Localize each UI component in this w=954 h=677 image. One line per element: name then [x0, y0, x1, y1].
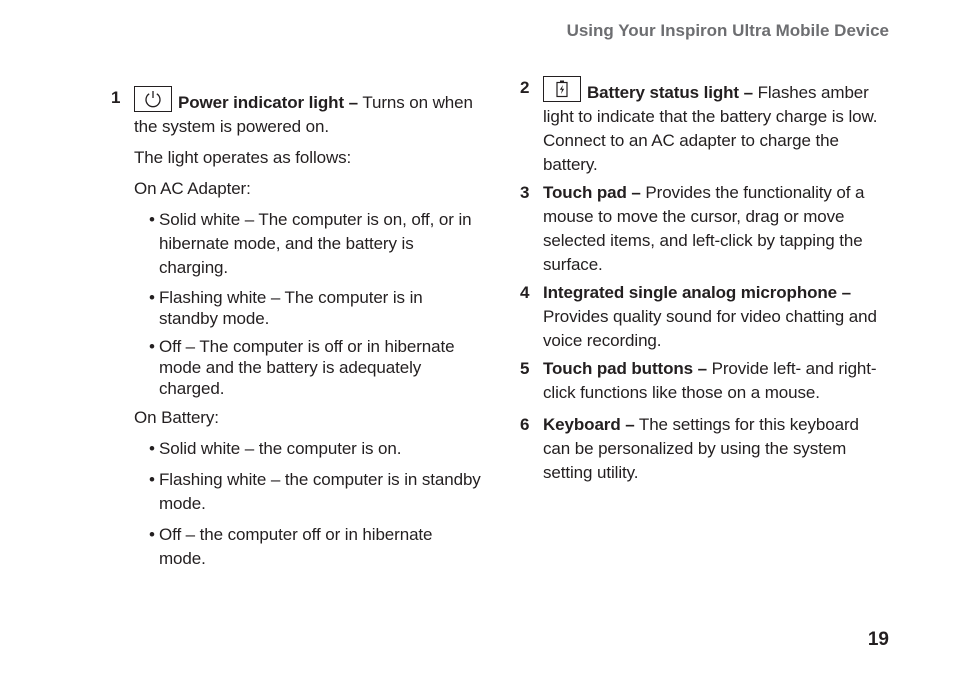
list-item — [149, 287, 481, 329]
item-microphone — [520, 281, 890, 353]
bullet-text: Off – The computer is off or in hibernate mode and the battery is adequately charged. — [159, 337, 455, 398]
item-number: 5 — [520, 359, 530, 378]
battery-bullet-list — [111, 437, 481, 571]
page-number: 19 — [867, 629, 889, 650]
item-description: Provide left- and right-click functions like those on a mouse. — [543, 359, 877, 402]
list-item — [149, 468, 481, 516]
battery-heading: On Battery: — [134, 408, 219, 427]
bullet-marker: • — [149, 210, 155, 229]
item-description: Provides quality sound for video chatting and voice recording. — [543, 307, 877, 350]
item-term: Touch pad buttons – — [543, 359, 707, 378]
bullet-text: Solid white – the computer is on. — [159, 439, 402, 458]
power-icon — [134, 86, 172, 112]
item-number: 6 — [520, 415, 530, 434]
bullet-marker: • — [149, 288, 155, 307]
bullet-text: Off – the computer off or in hibernate mode. — [159, 525, 433, 568]
item-term: Battery status light – — [587, 83, 753, 102]
item-term: Keyboard – — [543, 415, 635, 434]
right-column — [520, 76, 890, 489]
item-touch-pad — [520, 181, 890, 277]
item-number: 3 — [520, 183, 530, 202]
item-term: Integrated single analog microphone – — [543, 283, 852, 302]
item-number: 4 — [520, 283, 530, 302]
operates-text: The light operates as follows: — [134, 148, 352, 167]
item-description: Flashes amber light to indicate that the battery charge is low. Connect to an AC adapter to charge the battery. — [543, 83, 878, 174]
left-column — [111, 86, 481, 578]
bullet-text: Flashing white – The computer is in standby mode. — [159, 288, 423, 328]
bullet-text: Flashing white – the computer is in standby mode. — [159, 470, 481, 513]
list-item — [149, 336, 481, 399]
bullet-marker: • — [149, 337, 155, 356]
bullet-marker: • — [149, 470, 155, 489]
item-number: 1 — [111, 88, 121, 107]
bullet-marker: • — [149, 525, 155, 544]
bullet-marker: • — [149, 439, 155, 458]
item-description: Turns on when the system is powered on. — [134, 93, 473, 136]
ac-adapter-heading: On AC Adapter: — [134, 179, 251, 198]
item-description: Provides the functionality of a mouse to move the cursor, drag or move selected items, and left-click by tapping the surface. — [543, 183, 865, 274]
item-battery-status — [520, 76, 890, 177]
item-touch-pad-buttons — [520, 357, 890, 405]
item-power-indicator — [111, 86, 481, 139]
item-term: Touch pad – — [543, 183, 641, 202]
item-description: The settings for this keyboard can be personalized by using the system setting utility. — [543, 415, 859, 482]
list-item — [149, 437, 481, 461]
item-keyboard — [520, 413, 890, 485]
list-item — [149, 523, 481, 571]
page-header: Using Your Inspiron Ultra Mobile Device — [566, 21, 889, 40]
item-number: 2 — [520, 78, 530, 97]
list-item — [149, 208, 481, 280]
item-term: Power indicator light – — [178, 93, 359, 112]
battery-icon — [543, 76, 581, 102]
bullet-text: Solid white – The computer is on, off, or in hibernate mode, and the battery is charging. — [159, 210, 472, 277]
ac-bullet-list — [111, 208, 481, 399]
